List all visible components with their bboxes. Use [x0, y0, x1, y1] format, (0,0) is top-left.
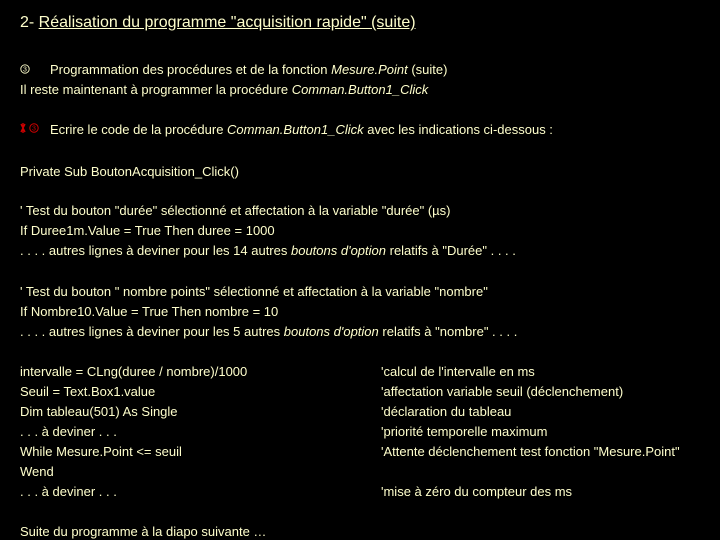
- code-comment: 'déclaration du tableau: [381, 404, 512, 419]
- code-line: If Nombre10.Value = True Then nombre = 10: [20, 304, 279, 319]
- sub-declaration: Private Sub BoutonAcquisition_Click(): [20, 164, 239, 179]
- code-left: Seuil = Text.Box1.value: [20, 384, 156, 399]
- task-line: [20, 122, 553, 138]
- task-text: Ecrire le code de la procédure: [50, 122, 228, 137]
- code-line: If Duree1m.Value = True Then duree = 1000: [20, 223, 275, 238]
- code-left: While Mesure.Point <= seuil: [20, 444, 182, 459]
- code-comment: 'affectation variable seuil (déclenchement): [381, 384, 624, 399]
- code-comment: 'Attente déclenchement test fonction "Mesure.Point": [381, 444, 680, 459]
- section-3-suffix: (suite): [407, 62, 448, 77]
- title-number: 2-: [20, 14, 39, 31]
- svg-text:3: 3: [32, 125, 36, 133]
- svg-text:3: 3: [23, 66, 27, 74]
- section-3-heading: [20, 62, 447, 78]
- intro-text: Il reste maintenant à programmer la procédure: [20, 82, 292, 97]
- code-italic: boutons d'option: [283, 324, 379, 339]
- code-line: [20, 324, 517, 340]
- code-text: . . . . autres lignes à deviner pour les 14 autres: [20, 243, 291, 258]
- circled-3-icon: [20, 62, 50, 78]
- code-comment: 'calcul de l'intervalle en ms: [381, 364, 535, 379]
- keyboard-pencil-glyph: [20, 122, 44, 134]
- code-comment: 'priorité temporelle maximum: [381, 424, 548, 439]
- task-suffix: avec les indications ci-dessous :: [363, 122, 553, 137]
- intro-procedure-name: Comman.Button1_Click: [291, 82, 429, 97]
- code-left: . . . à deviner . . .: [20, 424, 117, 439]
- footer-note: Suite du programme à la diapo suivante …: [20, 524, 267, 539]
- task-procedure-name: Comman.Button1_Click: [227, 122, 364, 137]
- code-left: Dim tableau(501) As Single: [20, 404, 178, 419]
- code-line: [20, 243, 516, 259]
- code-italic: boutons d'option: [290, 243, 386, 258]
- code-left: Wend: [20, 464, 54, 479]
- intro-line: [20, 82, 428, 98]
- keyboard-pencil-icon: [20, 122, 50, 138]
- circled-3-glyph: [20, 64, 30, 74]
- slide-title: [20, 14, 416, 32]
- code-left: . . . à deviner . . .: [20, 484, 117, 499]
- title-text: Réalisation du programme "acquisition rapide" (suite): [38, 14, 416, 31]
- code-text: relatifs à "Durée" . . . .: [386, 243, 516, 258]
- section-3-text: Programmation des procédures et de la fonction: [50, 62, 332, 77]
- code-text: . . . . autres lignes à deviner pour les 5 autres: [20, 324, 284, 339]
- code-text: relatifs à "nombre" . . . .: [378, 324, 518, 339]
- code-line: ' Test du bouton "durée" sélectionné et affectation à la variable "durée" (µs): [20, 203, 451, 218]
- code-left: intervalle = CLng(duree / nombre)/1000: [20, 364, 248, 379]
- code-comment: 'mise à zéro du compteur des ms: [381, 484, 573, 499]
- code-line: ' Test du bouton " nombre points" sélectionné et affectation à la variable "nombre": [20, 284, 488, 299]
- section-3-function-name: Mesure.Point: [331, 62, 408, 77]
